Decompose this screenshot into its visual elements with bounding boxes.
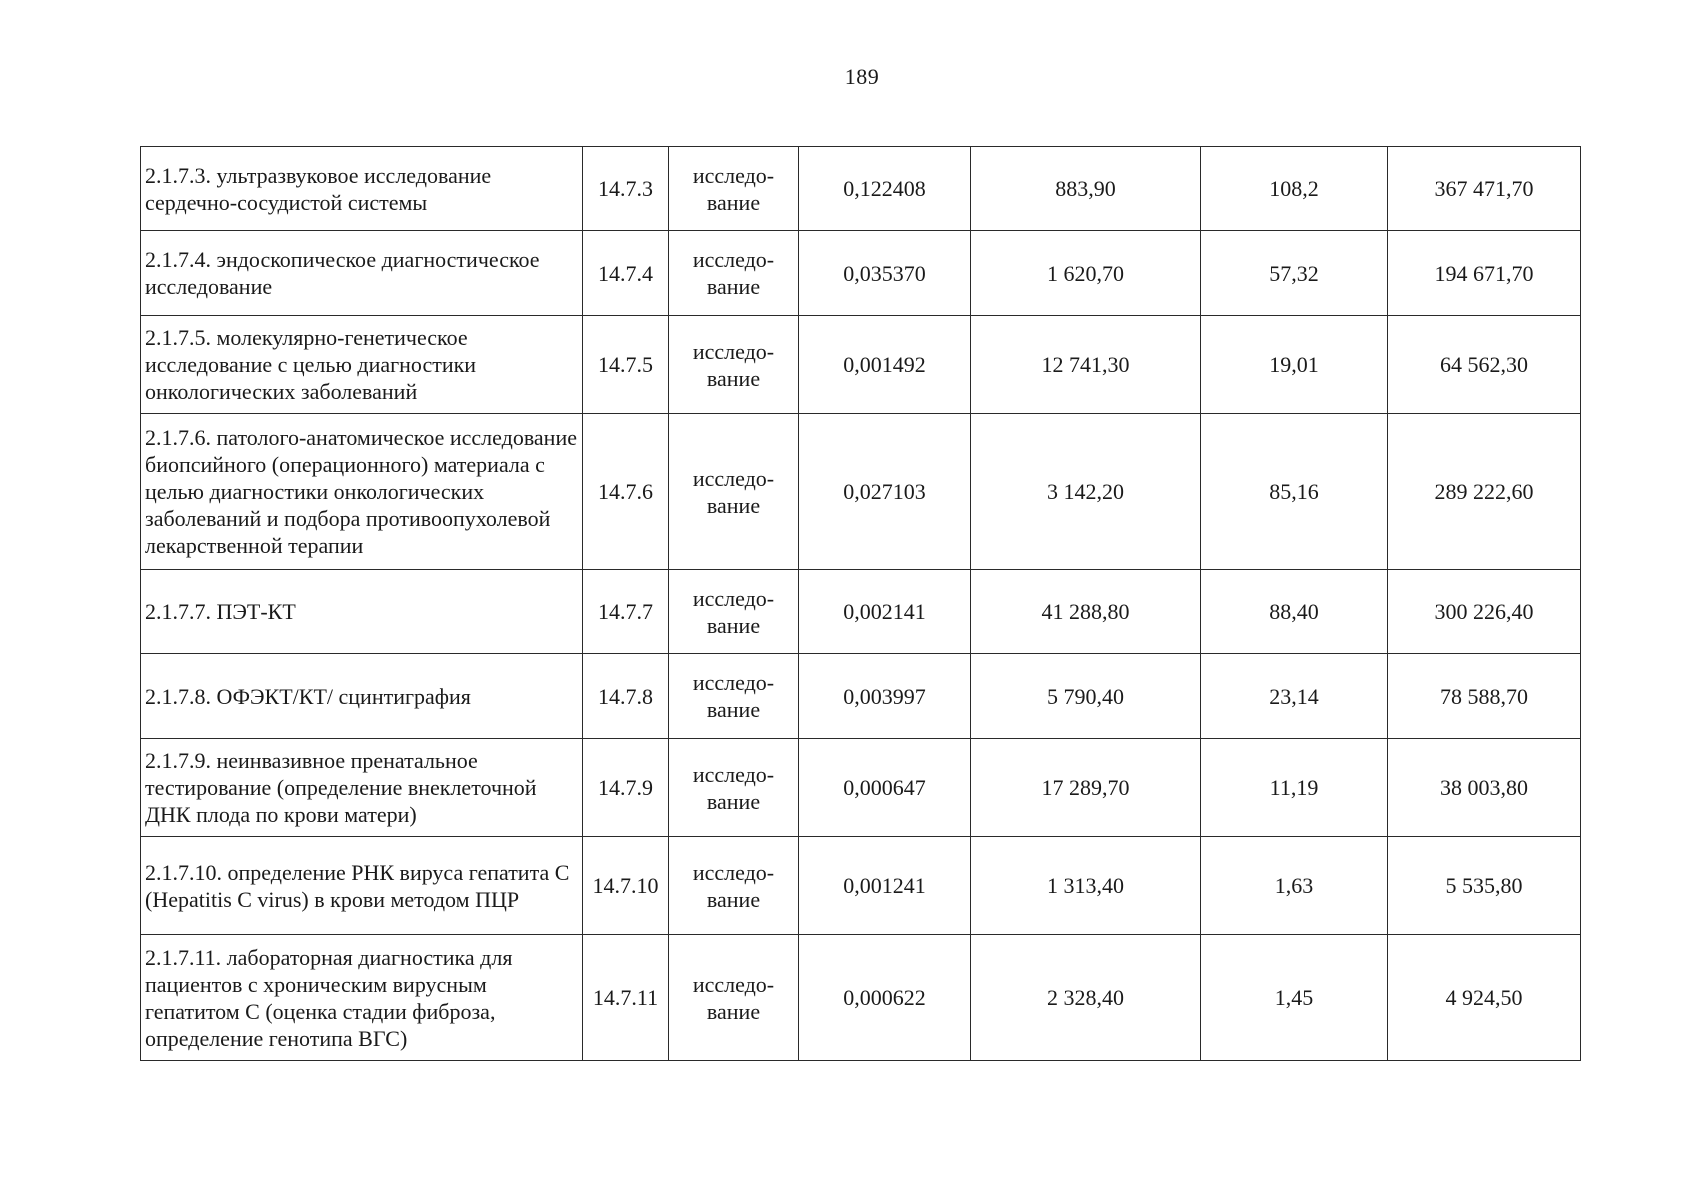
row-value-4: 4 924,50 [1388, 935, 1581, 1061]
row-value-4: 64 562,30 [1388, 316, 1581, 414]
row-value-4: 78 588,70 [1388, 654, 1581, 739]
table-row [141, 837, 1581, 935]
table-row [141, 935, 1581, 1061]
page-number: 189 [844, 64, 880, 89]
table-row [141, 316, 1581, 414]
row-value-2: 1 313,40 [971, 837, 1201, 935]
row-value-3: 23,14 [1201, 654, 1388, 739]
row-value-1: 0,000647 [799, 739, 971, 837]
table-row [141, 739, 1581, 837]
row-unit: исследо-вание [669, 231, 799, 316]
row-value-4: 367 471,70 [1388, 147, 1581, 231]
row-value-3: 108,2 [1201, 147, 1388, 231]
row-value-3: 19,01 [1201, 316, 1388, 414]
row-code: 14.7.7 [583, 570, 669, 654]
row-value-4: 38 003,80 [1388, 739, 1581, 837]
row-unit: исследо-вание [669, 414, 799, 570]
row-name: 2.1.7.3. ультразвуковое исследование сердечно-сосудистой системы [141, 147, 583, 231]
row-value-4: 194 671,70 [1388, 231, 1581, 316]
row-value-1: 0,035370 [799, 231, 971, 316]
row-code: 14.7.4 [583, 231, 669, 316]
row-value-2: 3 142,20 [971, 414, 1201, 570]
row-unit: исследо-вание [669, 837, 799, 935]
row-value-1: 0,003997 [799, 654, 971, 739]
table-row [141, 147, 1581, 231]
row-value-1: 0,000622 [799, 935, 971, 1061]
services-table [140, 146, 1581, 1061]
row-name: 2.1.7.6. патолого-анатомическое исследование биопсийного (операционного) материала с целью диагностики онкологических заболеваний и подбора противоопухолевой лекарственной терапии [141, 414, 583, 570]
row-value-1: 0,122408 [799, 147, 971, 231]
row-name: 2.1.7.5. молекулярно-генетическое исследование с целью диагностики онкологических заболеваний [141, 316, 583, 414]
table-row [141, 654, 1581, 739]
row-name: 2.1.7.7. ПЭТ-КТ [141, 570, 583, 654]
row-code: 14.7.9 [583, 739, 669, 837]
row-value-3: 57,32 [1201, 231, 1388, 316]
row-value-4: 300 226,40 [1388, 570, 1581, 654]
row-value-2: 1 620,70 [971, 231, 1201, 316]
row-value-2: 5 790,40 [971, 654, 1201, 739]
row-code: 14.7.6 [583, 414, 669, 570]
row-name: 2.1.7.10. определение РНК вируса гепатита С (Hepatitis C virus) в крови методом ПЦР [141, 837, 583, 935]
table-row [141, 570, 1581, 654]
row-unit: исследо-вание [669, 935, 799, 1061]
row-name: 2.1.7.9. неинвазивное пренатальное тестирование (определение внеклеточной ДНК плода по крови матери) [141, 739, 583, 837]
row-unit: исследо-вание [669, 570, 799, 654]
table-row [141, 231, 1581, 316]
row-unit: исследо-вание [669, 147, 799, 231]
row-name: 2.1.7.8. ОФЭКТ/КТ/ сцинтиграфия [141, 654, 583, 739]
row-value-2: 2 328,40 [971, 935, 1201, 1061]
row-value-3: 1,63 [1201, 837, 1388, 935]
row-value-2: 883,90 [971, 147, 1201, 231]
row-code: 14.7.3 [583, 147, 669, 231]
row-value-2: 41 288,80 [971, 570, 1201, 654]
row-value-3: 11,19 [1201, 739, 1388, 837]
row-code: 14.7.10 [583, 837, 669, 935]
row-value-3: 88,40 [1201, 570, 1388, 654]
row-value-1: 0,027103 [799, 414, 971, 570]
row-name: 2.1.7.11. лабораторная диагностика для пациентов с хроническим вирусным гепатитом С (оценка стадии фиброза, определение генотипа ВГС) [141, 935, 583, 1061]
row-value-1: 0,001241 [799, 837, 971, 935]
row-value-2: 12 741,30 [971, 316, 1201, 414]
row-code: 14.7.5 [583, 316, 669, 414]
row-value-1: 0,001492 [799, 316, 971, 414]
row-unit: исследо-вание [669, 316, 799, 414]
row-value-4: 5 535,80 [1388, 837, 1581, 935]
row-name: 2.1.7.4. эндоскопическое диагностическое исследование [141, 231, 583, 316]
row-value-4: 289 222,60 [1388, 414, 1581, 570]
row-value-3: 85,16 [1201, 414, 1388, 570]
row-value-1: 0,002141 [799, 570, 971, 654]
row-value-2: 17 289,70 [971, 739, 1201, 837]
table-row [141, 414, 1581, 570]
row-value-3: 1,45 [1201, 935, 1388, 1061]
row-code: 14.7.11 [583, 935, 669, 1061]
row-unit: исследо-вание [669, 654, 799, 739]
row-code: 14.7.8 [583, 654, 669, 739]
row-unit: исследо-вание [669, 739, 799, 837]
